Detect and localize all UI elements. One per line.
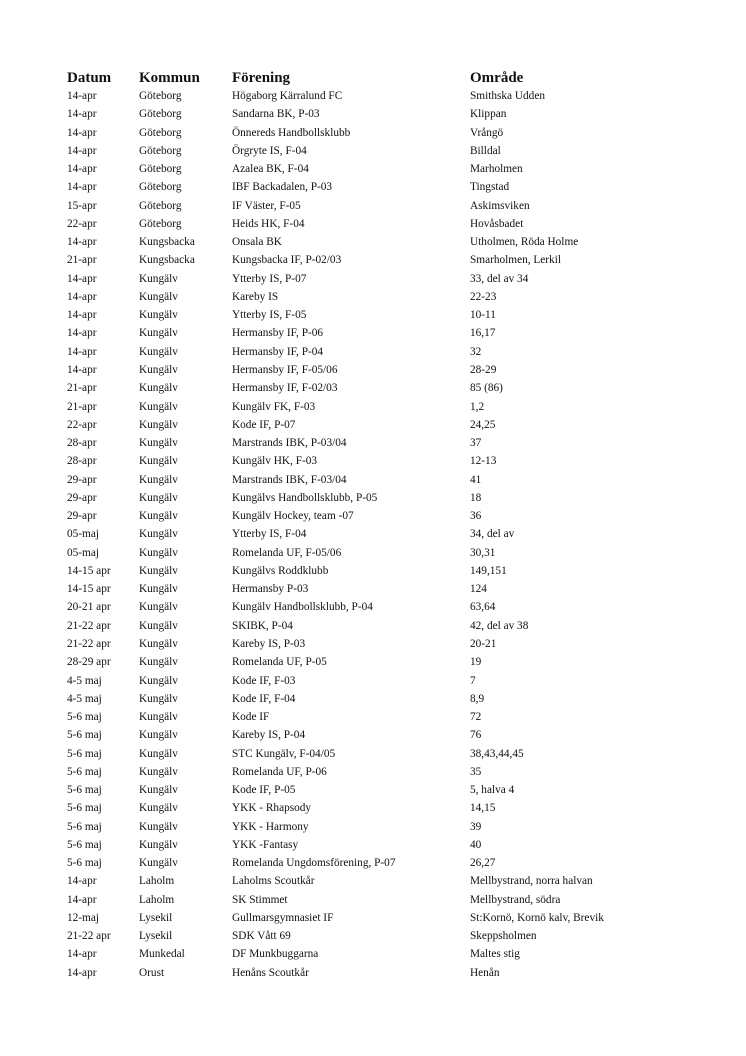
forening-cell: Kareby IS, P-03 [232,637,306,650]
kommun-cell: Kungälv [139,656,178,669]
forening-cell: Kareby IS [232,290,279,303]
datum-cell: 15-apr [67,199,97,212]
omrade-cell: 30,31 [470,546,496,559]
table-row [67,507,670,525]
table-row [67,617,670,635]
omrade-cell: 39 [470,820,482,833]
datum-cell: 29-apr [67,491,97,504]
omrade-cell: 16,17 [470,327,496,340]
datum-cell: 5-6 maj [67,820,102,833]
forening-cell: Romelanda UF, P-06 [232,765,327,778]
table-row [67,964,670,982]
table-row [67,745,670,763]
datum-cell: 5-6 maj [67,802,102,815]
forening-cell: Ytterby IS, F-05 [232,309,307,322]
table-row [67,306,670,324]
kommun-cell: Kungälv [139,309,178,322]
table-row [67,489,670,507]
forening-cell: Kode IF, F-04 [232,692,296,705]
omrade-cell: Vrångö [470,126,504,139]
kommun-cell: Göteborg [139,90,182,102]
kommun-cell: Kungälv [139,747,178,760]
kommun-cell: Kungälv [139,838,178,851]
forening-cell: SK Stimmet [232,893,288,906]
datum-cell: 14-apr [67,345,97,358]
datum-cell: 14-apr [67,309,97,322]
kommun-cell: Kungälv [139,272,178,285]
table-row [67,142,670,160]
omrade-cell: Skeppsholmen [470,930,537,943]
omrade-cell: 32 [470,345,482,358]
column-header-forening: Förening [232,70,291,86]
omrade-cell: 7 [470,674,476,687]
table-row [67,361,670,379]
table-row [67,690,670,708]
kommun-cell: Munkedal [139,948,185,961]
table-row [67,416,670,434]
kommun-cell: Kungälv [139,583,178,596]
table-row [67,160,670,178]
datum-cell: 14-apr [67,893,97,906]
kommun-cell: Kungälv [139,400,178,413]
omrade-cell: 18 [470,491,482,504]
table-row [67,379,670,397]
omrade-cell: Mellbystrand, södra [470,893,561,906]
kommun-cell: Göteborg [139,144,182,157]
kommun-cell: Göteborg [139,163,182,176]
forening-cell: Kode IF, P-07 [232,418,296,431]
table-row [67,872,670,890]
table-row [67,215,670,233]
table-row [67,598,670,616]
kommun-cell: Kungälv [139,345,178,358]
datum-cell: 5-6 maj [67,857,102,870]
forening-cell: STC Kungälv, F-04/05 [232,747,336,760]
kommun-cell: Kungälv [139,382,178,395]
kommun-cell: Kungsbacka [139,236,195,249]
table-row [67,635,670,653]
forening-cell: Kungälvs Roddklubb [232,564,329,577]
kommun-cell: Kungälv [139,820,178,833]
omrade-cell: 19 [470,656,482,669]
omrade-cell: 124 [470,583,487,596]
forening-cell: Kode IF [232,711,270,724]
table-row [67,580,670,598]
omrade-cell: Smithska Udden [470,90,545,102]
forening-cell: Gullmarsgymnasiet IF [232,911,334,924]
table-row [67,799,670,817]
datum-cell: 21-apr [67,382,97,395]
kommun-cell: Laholm [139,893,175,906]
kommun-cell: Kungälv [139,510,178,523]
datum-cell: 5-6 maj [67,729,102,742]
forening-cell: Marstrands IBK, F-03/04 [232,473,347,486]
datum-cell: 05-maj [67,528,99,541]
table-row [67,105,670,123]
omrade-cell: 12-13 [470,455,497,468]
table-row [67,471,670,489]
omrade-cell: 38,43,44,45 [470,747,524,760]
kommun-cell: Kungälv [139,455,178,468]
kommun-cell: Kungsbacka [139,254,195,267]
kommun-cell: Kungälv [139,290,178,303]
datum-cell: 14-apr [67,236,97,249]
kommun-cell: Orust [139,966,165,979]
forening-cell: IF Väster, F-05 [232,199,301,212]
forening-cell: Önnereds Handbollsklubb [232,126,351,139]
datum-cell: 5-6 maj [67,784,102,797]
datum-cell: 14-apr [67,290,97,303]
kommun-cell: Laholm [139,875,175,888]
forening-cell: DF Munkbuggarna [232,948,319,961]
table-row [67,909,670,927]
datum-cell: 14-apr [67,163,97,176]
omrade-cell: 37 [470,437,482,450]
omrade-cell: Billdal [470,144,501,157]
forening-cell: Hermansby IF, P-04 [232,345,324,358]
table-row [67,288,670,306]
omrade-cell: St:Kornö, Kornö kalv, Brevik [470,911,604,924]
table-row [67,891,670,909]
forening-cell: Hermansby P-03 [232,583,309,596]
table-row [67,270,670,288]
table-row [67,726,670,744]
table-row [67,854,670,872]
kommun-cell: Göteborg [139,199,182,212]
table-body [67,87,670,982]
datum-cell: 14-apr [67,126,97,139]
omrade-cell: 72 [470,711,482,724]
table-row [67,525,670,543]
datum-cell: 5-6 maj [67,747,102,760]
forening-cell: Kungälv Hockey, team -07 [232,510,354,523]
table-row [67,343,670,361]
forening-cell: IBF Backadalen, P-03 [232,181,333,194]
table-row [67,452,670,470]
datum-cell: 4-5 maj [67,674,102,687]
kommun-cell: Lysekil [139,911,173,924]
kommun-cell: Kungälv [139,473,178,486]
omrade-cell: 8,9 [470,692,485,705]
table-row [67,562,670,580]
kommun-cell: Kungälv [139,729,178,742]
datum-cell: 21-apr [67,254,97,267]
table-row [67,197,670,215]
omrade-cell: 14,15 [470,802,496,815]
kommun-cell: Göteborg [139,181,182,194]
omrade-cell: 76 [470,729,482,742]
omrade-cell: Klippan [470,108,507,121]
omrade-cell: 26,27 [470,857,496,870]
omrade-cell: 63,64 [470,601,496,614]
datum-cell: 14-apr [67,948,97,961]
omrade-cell: 33, del av 34 [470,272,529,285]
datum-cell: 14-apr [67,363,97,376]
omrade-cell: 24,25 [470,418,496,431]
table-row [67,324,670,342]
kommun-cell: Kungälv [139,711,178,724]
omrade-cell: 1,2 [470,400,485,413]
omrade-cell: 10-11 [470,309,496,322]
table-row [67,124,670,142]
table-row [67,818,670,836]
forening-cell: Hermansby IF, F-05/06 [232,363,338,376]
datum-cell: 28-apr [67,455,97,468]
table-row [67,672,670,690]
forening-cell: Sandarna BK, P-03 [232,108,320,121]
omrade-cell: Maltes stig [470,948,520,961]
forening-cell: Romelanda UF, P-05 [232,656,327,669]
table-row [67,434,670,452]
datum-cell: 28-apr [67,437,97,450]
forening-cell: Kungälv Handbollsklubb, P-04 [232,601,373,614]
table-row [67,763,670,781]
omrade-cell: 35 [470,765,482,778]
omrade-cell: 41 [470,473,482,486]
column-header-omrade: Område [470,70,524,86]
forening-cell: Romelanda UF, F-05/06 [232,546,342,559]
kommun-cell: Göteborg [139,217,182,230]
forening-cell: Kungälvs Handbollsklubb, P-05 [232,491,378,504]
omrade-cell: 22-23 [470,290,497,303]
omrade-cell: 28-29 [470,363,497,376]
forening-cell: Kungälv HK, F-03 [232,455,318,468]
omrade-cell: Mellbystrand, norra halvan [470,875,593,888]
datum-cell: 22-apr [67,418,97,431]
table-row [67,398,670,416]
forening-cell: Heids HK, F-04 [232,217,305,230]
table-row [67,781,670,799]
forening-cell: Kode IF, F-03 [232,674,296,687]
table-row [67,178,670,196]
datum-cell: 14-apr [67,90,97,102]
datum-cell: 14-apr [67,875,97,888]
kommun-cell: Kungälv [139,363,178,376]
kommun-cell: Kungälv [139,327,178,340]
kommun-cell: Kungälv [139,857,178,870]
datum-cell: 21-22 apr [67,637,111,650]
column-header-kommun: Kommun [139,70,200,86]
forening-cell: Kode IF, P-05 [232,784,296,797]
datum-cell: 14-15 apr [67,564,111,577]
kommun-cell: Göteborg [139,108,182,121]
omrade-cell: 36 [470,510,482,523]
datum-cell: 14-apr [67,272,97,285]
omrade-cell: 149,151 [470,564,507,577]
forening-cell: YKK -Fantasy [232,838,299,851]
kommun-cell: Kungälv [139,491,178,504]
datum-cell: 22-apr [67,217,97,230]
omrade-cell: 20-21 [470,637,497,650]
header-row [67,69,670,87]
kommun-cell: Kungälv [139,418,178,431]
datum-cell: 4-5 maj [67,692,102,705]
table-row [67,708,670,726]
datum-cell: 12-maj [67,911,99,924]
kommun-cell: Kungälv [139,637,178,650]
forening-cell: SKIBK, P-04 [232,619,293,632]
omrade-cell: 34, del av [470,528,515,541]
table-row [67,836,670,854]
omrade-cell: Smarholmen, Lerkil [470,254,561,267]
datum-cell: 14-apr [67,327,97,340]
datum-cell: 14-apr [67,144,97,157]
datum-cell: 14-apr [67,108,97,121]
datum-cell: 14-apr [67,181,97,194]
forening-cell: Ytterby IS, F-04 [232,528,307,541]
kommun-cell: Göteborg [139,126,182,139]
forening-cell: YKK - Harmony [232,820,309,833]
forening-cell: Laholms Scoutkår [232,875,315,888]
datum-cell: 5-6 maj [67,838,102,851]
datum-cell: 29-apr [67,510,97,523]
table-row [67,653,670,671]
forening-cell: Onsala BK [232,236,282,249]
datum-cell: 21-22 apr [67,930,111,943]
forening-cell: Högaborg Kärralund FC [232,90,343,102]
table-row [67,927,670,945]
omrade-cell: Utholmen, Röda Holme [470,236,579,249]
omrade-cell: 5, halva 4 [470,784,515,797]
table-row [67,945,670,963]
forening-cell: Henåns Scoutkår [232,966,309,979]
omrade-cell: Hovåsbadet [470,217,524,230]
kommun-cell: Kungälv [139,546,178,559]
omrade-cell: Askimsviken [470,199,530,212]
datum-cell: 14-apr [67,966,97,979]
datum-cell: 21-22 apr [67,619,111,632]
omrade-cell: Henån [470,966,500,979]
document-page [67,69,707,982]
column-header-datum: Datum [67,70,112,86]
forening-cell: Marstrands IBK, P-03/04 [232,437,347,450]
omrade-cell: 85 (86) [470,382,503,395]
kommun-cell: Kungälv [139,528,178,541]
kommun-cell: Kungälv [139,437,178,450]
table-row [67,87,670,105]
forening-cell: YKK - Rhapsody [232,802,312,815]
kommun-cell: Kungälv [139,619,178,632]
forening-cell: Kungsbacka IF, P-02/03 [232,254,342,267]
forening-cell: Azalea BK, F-04 [232,163,309,176]
datum-cell: 14-15 apr [67,583,111,596]
datum-cell: 05-maj [67,546,99,559]
omrade-cell: Marholmen [470,163,523,176]
kommun-cell: Kungälv [139,601,178,614]
omrade-cell: 40 [470,838,482,851]
table-row [67,233,670,251]
forening-cell: Kungälv FK, F-03 [232,400,316,413]
kommun-cell: Kungälv [139,692,178,705]
forening-cell: Ytterby IS, P-07 [232,272,307,285]
forening-cell: Hermansby IF, P-06 [232,327,324,340]
table-row [67,544,670,562]
forening-cell: Örgryte IS, F-04 [232,144,307,157]
kommun-cell: Kungälv [139,765,178,778]
omrade-cell: Tingstad [470,181,510,194]
forening-cell: Kareby IS, P-04 [232,729,306,742]
schedule-table [67,69,670,982]
datum-cell: 5-6 maj [67,711,102,724]
kommun-cell: Kungälv [139,784,178,797]
datum-cell: 28-29 apr [67,656,111,669]
datum-cell: 29-apr [67,473,97,486]
forening-cell: Romelanda Ungdomsförening, P-07 [232,857,396,870]
kommun-cell: Kungälv [139,564,178,577]
forening-cell: SDK Vått 69 [232,930,291,943]
omrade-cell: 42, del av 38 [470,619,529,632]
datum-cell: 5-6 maj [67,765,102,778]
table-row [67,251,670,269]
forening-cell: Hermansby IF, F-02/03 [232,382,338,395]
kommun-cell: Lysekil [139,930,173,943]
kommun-cell: Kungälv [139,802,178,815]
datum-cell: 20-21 apr [67,601,111,614]
kommun-cell: Kungälv [139,674,178,687]
datum-cell: 21-apr [67,400,97,413]
